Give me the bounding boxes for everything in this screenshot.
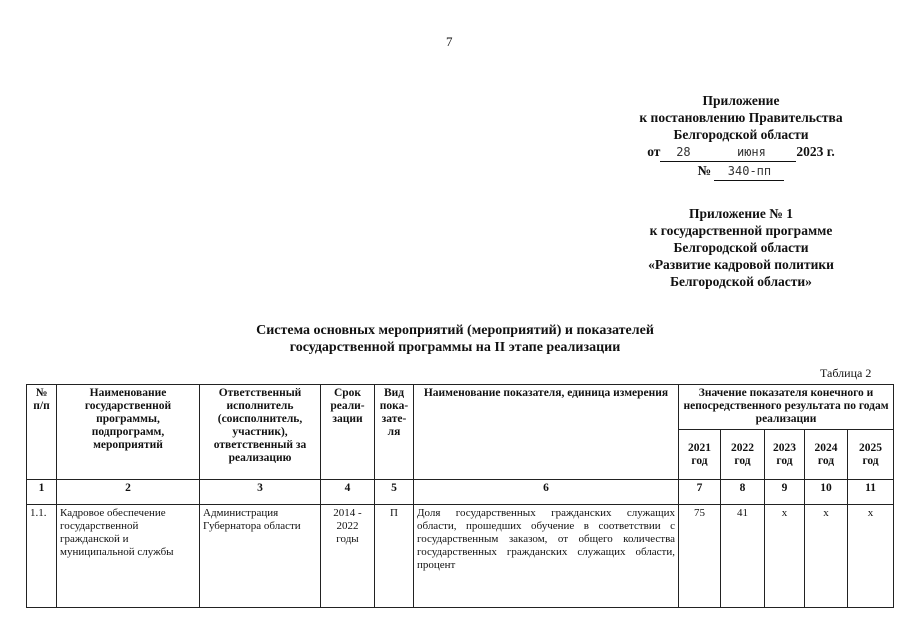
row-value-2024: х [805,505,848,608]
header-year-2022: 2022 год [721,430,765,480]
header-name: Наименование государственной программы, подпрограмм, мероприятий [57,385,200,480]
decree-date-year: 2023 г. [796,144,835,159]
header-year-2024: 2024 год [805,430,848,480]
header-num: № п/п [27,385,57,480]
header-year-2021: 2021 год [679,430,721,480]
column-number: 1 [27,480,57,505]
header-year-2025: 2025 год [848,430,894,480]
row-name: Кадровое обеспечение государственной гражданской и муниципальной службы [57,505,200,608]
column-number: 3 [200,480,321,505]
column-number-row [27,480,894,505]
decree-number-line [626,162,856,181]
row-value-2025: х [848,505,894,608]
row-value-2021: 75 [679,505,721,608]
page-number: 7 [446,34,453,49]
header-type: Вид пока-зате-ля [375,385,414,480]
row-value-2023: х [765,505,805,608]
column-number: 6 [414,480,679,505]
column-number: 7 [679,480,721,505]
header-indicator: Наименование показателя, единица измерения [414,385,679,480]
decree-date-prefix: от [647,144,661,159]
column-number: 9 [765,480,805,505]
decree-appendix-line: к постановлению Правительства [639,110,843,125]
table-header-row [27,385,894,430]
column-number: 10 [805,480,848,505]
column-number: 2 [57,480,200,505]
header-executor: Ответственный исполнитель (соисполнитель, участник), ответственный за реализацию [200,385,321,480]
row-term: 2014 - 2022 годы [321,505,375,608]
column-number: 5 [375,480,414,505]
program-appendix-line: Белгородской области» [670,274,812,289]
header-values-group: Значение показателя конечного и непосредственного результата по годам реализации [679,385,894,430]
row-executor: Администрация Губернатора области [200,505,321,608]
row-indicator: Доля государственных гражданских служащих области, прошедших обучение в соответствии с государственным заказом, от общего количества государственных гражданских служащих области, процент [414,505,679,608]
table-title [200,322,710,356]
row-num: 1.1. [27,505,57,608]
program-appendix-block [628,205,854,290]
measures-table [26,384,894,608]
column-number: 11 [848,480,894,505]
header-year-2023: 2023 год [765,430,805,480]
table-title-line: Система основных мероприятий (мероприятий) и показателей [256,323,654,338]
decree-number-value: 340-пп [714,163,784,181]
program-appendix-line: «Развитие кадровой политики [648,257,834,272]
program-appendix-title: Приложение № 1 [689,206,793,221]
column-number: 8 [721,480,765,505]
decree-appendix-title: Приложение [702,93,780,108]
decree-appendix-block [626,92,856,181]
decree-date-line [626,143,856,162]
decree-date-month: июня [706,144,796,162]
decree-appendix-line: Белгородской области [673,127,809,142]
program-appendix-line: Белгородской области [673,240,809,255]
table-label: Таблица 2 [820,366,872,380]
program-appendix-line: к государственной программе [649,223,833,238]
table-row [27,505,894,608]
decree-number-prefix: № [697,163,712,178]
decree-date-day: 28 [660,144,706,162]
row-value-2022: 41 [721,505,765,608]
header-term: Срок реали-зации [321,385,375,480]
table-title-line: государственной программы на II этапе реализации [289,340,621,355]
column-number: 4 [321,480,375,505]
row-type: П [375,505,414,608]
